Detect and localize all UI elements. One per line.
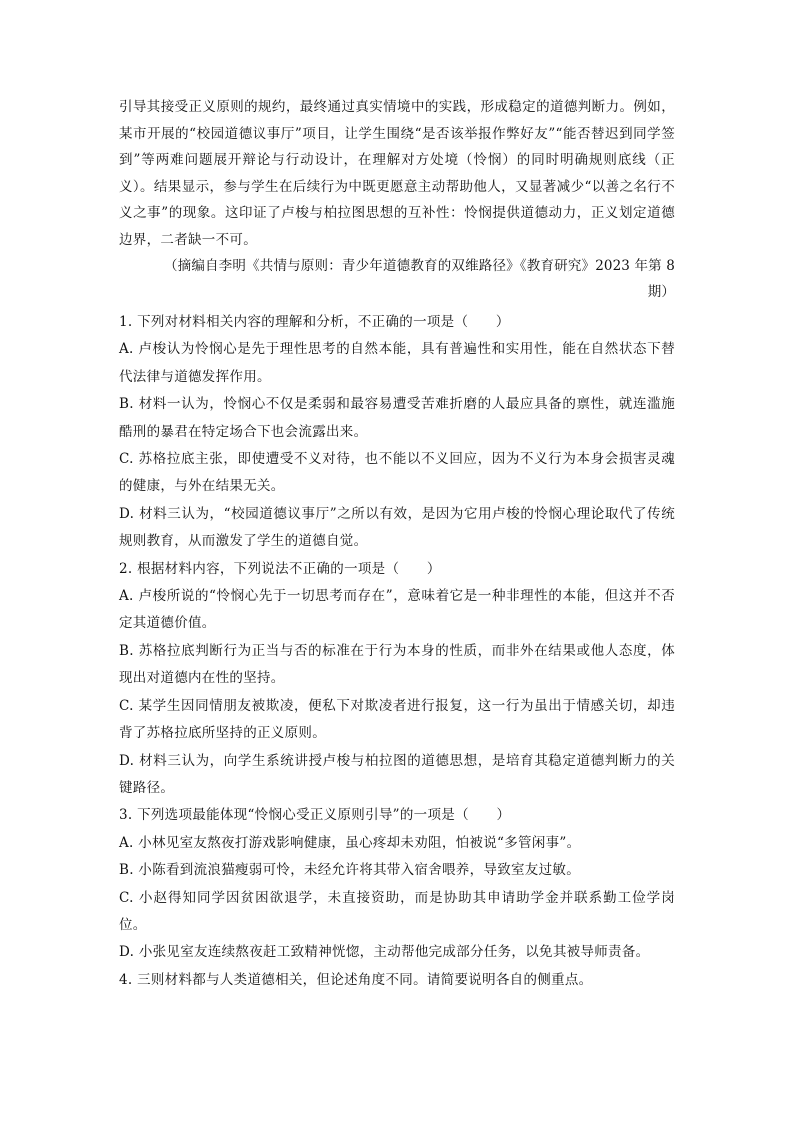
question-2 xyxy=(119,556,675,803)
question-2-option-a: A. 卢梭所说的“怜悯心先于一切思考而存在”，意味着它是一种非理性的本能，但这并不否定其道德价值。 xyxy=(119,588,675,632)
question-1-option-a: A. 卢梭认为怜悯心是先于理性思考的自然本能，具有普遍性和实用性，能在自然状态下替代法律与道德发挥作用。 xyxy=(119,341,675,385)
question-3-option-d: D. 小张见室友连续熬夜赶工致精神恍惚，主动帮他完成部分任务，以免其被导师责备。 xyxy=(119,944,650,961)
question-3-stem: 3. 下列选项最能体现“怜悯心受正义原则引导”的一项是（ ） xyxy=(119,807,511,824)
question-3-option-a: A. 小林见室友熬夜打游戏影响健康，虽心疼却未劝阻，怕被说“多管闲事”。 xyxy=(119,834,581,851)
question-3 xyxy=(119,802,675,966)
question-1-option-b: B. 材料一认为，怜悯心不仅是柔弱和最容易遭受苦难折磨的人最应具备的禀性，就连滥施酷刑的暴君在特定场合下也会流露出来。 xyxy=(119,396,675,440)
question-1-option-d: D. 材料三认为，“校园道德议事厅”之所以有效，是因为它用卢梭的怜悯心理论取代了传统规则教育，从而激发了学生的道德自觉。 xyxy=(119,505,675,550)
question-4 xyxy=(119,967,675,994)
question-2-option-c: C. 某学生因同情朋友被欺凌，便私下对欺凌者进行报复，这一行为虽出于情感关切，却违背了苏格拉底所坚持的正义原则。 xyxy=(119,697,675,742)
question-1 xyxy=(119,309,675,556)
passage-source: （摘编自李明《共情与原则：青少年道德教育的双维路径》《教育研究》2023 年第 8 期） xyxy=(164,258,675,300)
document-content xyxy=(119,94,675,994)
question-3-option-b: B. 小陈看到流浪猫瘦弱可怜，未经允许将其带入宿舍喂养，导致室友过敏。 xyxy=(119,862,581,879)
question-3-option-c: C. 小赵得知同学因贫困欲退学，未直接资助，而是协助其申请助学金并联系勤工俭学岗位。 xyxy=(119,889,675,933)
question-2-stem: 2. 根据材料内容，下列说法不正确的一项是（ ） xyxy=(119,560,441,577)
question-1-stem: 1. 下列对材料相关内容的理解和分析，不正确的一项是（ ） xyxy=(119,314,510,330)
question-list xyxy=(119,309,675,994)
question-1-option-c: C. 苏格拉底主张，即使遭受不义对待，也不能以不义回应，因为不义行为本身会损害灵魂的健康，与外在结果无关。 xyxy=(119,451,675,495)
question-2-option-b: B. 苏格拉底判断行为正当与否的标准在于行为本身的性质，而非外在结果或他人态度，体现出对道德内在性的坚持。 xyxy=(119,642,675,687)
passage-paragraph: 引导其接受正义原则的规约，最终通过真实情境中的实践，形成稳定的道德判断力。例如，某市开展的“校园道德议事厅”项目，让学生围绕“是否该举报作弊好友”“能否替迟到同学签到”等两难问题展开辩论与行动设计，在理解对方处境（怜悯）的同时明确规则底线（正义）。结果显示，参与学生在后续行为中既更愿意主动帮助他人，又显著减少“以善之名行不义之事”的现象。这印证了卢梭与柏拉图思想的互补性：怜悯提供道德动力，正义划定道德边界，二者缺一不可。 xyxy=(119,99,675,248)
question-4-stem: 4. 三则材料都与人类道德相关，但论述角度不同。请简要说明各自的侧重点。 xyxy=(119,971,593,988)
question-2-option-d: D. 材料三认为，向学生系统讲授卢梭与柏拉图的道德思想，是培育其稳定道德判断力的关键路径。 xyxy=(119,752,675,796)
